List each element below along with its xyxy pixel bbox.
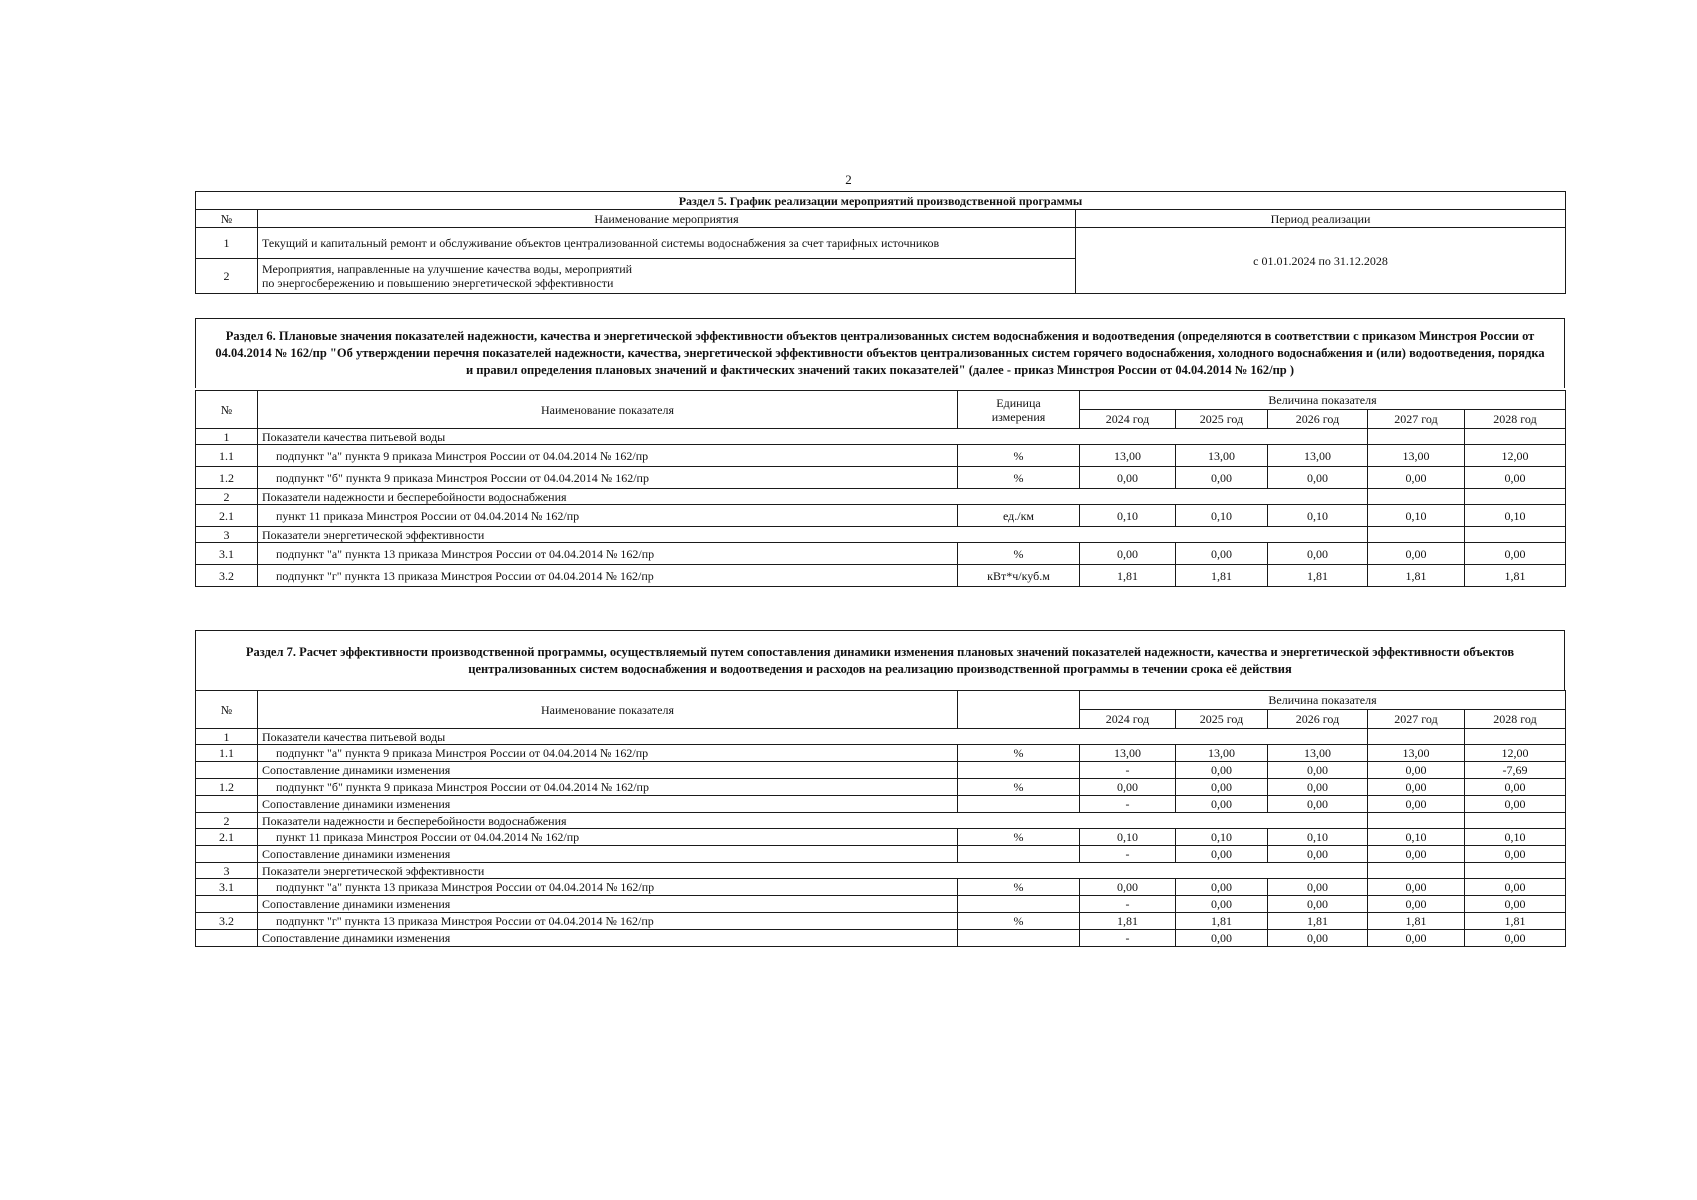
- year-header: 2025 год: [1176, 710, 1268, 729]
- activity-name-line: Мероприятия, направленные на улучшение качества воды, мероприятий: [262, 262, 633, 276]
- value-cell: 0,00: [1368, 467, 1465, 489]
- group-no: 3: [196, 863, 258, 879]
- item-name: подпункт "б" пункта 9 приказа Минстроя России от 04.04.2014 № 162/пр: [258, 467, 958, 489]
- value-cell: 13,00: [1176, 745, 1268, 762]
- compare-cell: 0,00: [1268, 846, 1368, 863]
- value-cell: 0,00: [1465, 879, 1566, 896]
- value-cell: 0,10: [1268, 505, 1368, 527]
- value-cell: 1,81: [1268, 913, 1368, 930]
- value-cell: 0,10: [1268, 829, 1368, 846]
- compare-cell: 0,00: [1465, 930, 1566, 947]
- col-value-header: Величина показателя: [1080, 691, 1566, 710]
- table-row: [196, 829, 1566, 846]
- compare-cell: 0,00: [1368, 796, 1465, 813]
- table-row: [196, 445, 1566, 467]
- item-no: 2.1: [196, 829, 258, 846]
- item-name: подпункт "г" пункта 13 приказа Минстроя России от 04.04.2014 № 162/пр: [258, 913, 958, 930]
- period-value: с 01.01.2024 по 31.12.2028: [1076, 228, 1566, 294]
- group-name: Показатели энергетической эффективности: [258, 863, 1368, 879]
- value-cell: 0,00: [1465, 543, 1566, 565]
- section-5: [195, 191, 1565, 294]
- group-row: [196, 863, 1566, 879]
- item-name: пункт 11 приказа Минстроя России от 04.04.2014 № 162/пр: [258, 829, 958, 846]
- row-no: 1: [196, 228, 258, 259]
- value-cell: 0,00: [1465, 779, 1566, 796]
- item-unit: %: [958, 879, 1080, 896]
- value-cell: 13,00: [1368, 445, 1465, 467]
- year-header: 2025 год: [1176, 410, 1268, 429]
- compare-cell: 0,00: [1368, 930, 1465, 947]
- item-no: 1.1: [196, 745, 258, 762]
- compare-row: [196, 762, 1566, 779]
- page-number: 2: [845, 172, 852, 187]
- compare-label: Сопоставление динамики изменения: [258, 846, 958, 863]
- item-no: 3.2: [196, 913, 258, 930]
- value-cell: 0,00: [1268, 543, 1368, 565]
- group-name: Показатели энергетической эффективности: [258, 527, 1368, 543]
- value-cell: 0,10: [1465, 829, 1566, 846]
- group-name: Показатели надежности и бесперебойности водоснабжения: [258, 813, 1368, 829]
- value-cell: 0,00: [1268, 879, 1368, 896]
- group-row: [196, 729, 1566, 745]
- compare-cell: 0,00: [1176, 896, 1268, 913]
- year-header: 2028 год: [1465, 410, 1566, 429]
- item-no: 3.1: [196, 543, 258, 565]
- item-name: подпункт "а" пункта 9 приказа Минстроя России от 04.04.2014 № 162/пр: [258, 445, 958, 467]
- group-name: Показатели качества питьевой воды: [258, 729, 1368, 745]
- item-no: 3.2: [196, 565, 258, 587]
- year-header: 2026 год: [1268, 710, 1368, 729]
- compare-cell: 0,00: [1176, 762, 1268, 779]
- compare-cell: 0,00: [1176, 930, 1268, 947]
- item-unit: %: [958, 829, 1080, 846]
- row-no: 2: [196, 259, 258, 294]
- value-cell: 0,00: [1465, 467, 1566, 489]
- compare-label: Сопоставление динамики изменения: [258, 930, 958, 947]
- group-row: [196, 813, 1566, 829]
- group-row: [196, 429, 1566, 445]
- value-cell: 1,81: [1368, 913, 1465, 930]
- compare-cell: 0,00: [1268, 796, 1368, 813]
- table-row: [196, 779, 1566, 796]
- section-7-table: [195, 690, 1566, 947]
- col-unit-header: [958, 391, 1080, 429]
- item-no: 1.2: [196, 467, 258, 489]
- year-header: 2024 год: [1080, 410, 1176, 429]
- compare-row: [196, 796, 1566, 813]
- section-6: [195, 390, 1565, 587]
- value-cell: 0,00: [1368, 543, 1465, 565]
- value-cell: 0,00: [1268, 779, 1368, 796]
- group-no: 1: [196, 429, 258, 445]
- item-unit: %: [958, 543, 1080, 565]
- table-row: [196, 467, 1566, 489]
- value-cell: 0,10: [1368, 505, 1465, 527]
- value-cell: 12,00: [1465, 445, 1566, 467]
- item-no: 2.1: [196, 505, 258, 527]
- value-cell: 0,10: [1176, 829, 1268, 846]
- table-row: [196, 745, 1566, 762]
- item-unit: %: [958, 445, 1080, 467]
- group-row: [196, 489, 1566, 505]
- value-cell: 13,00: [1176, 445, 1268, 467]
- col-name-header: Наименование мероприятия: [258, 210, 1076, 228]
- compare-cell: 0,00: [1465, 846, 1566, 863]
- value-cell: 0,00: [1080, 467, 1176, 489]
- value-cell: 0,00: [1176, 779, 1268, 796]
- compare-label: Сопоставление динамики изменения: [258, 896, 958, 913]
- compare-cell: 0,00: [1465, 896, 1566, 913]
- value-cell: 0,00: [1080, 779, 1176, 796]
- group-no: 2: [196, 813, 258, 829]
- value-cell: 12,00: [1465, 745, 1566, 762]
- value-cell: 13,00: [1368, 745, 1465, 762]
- value-cell: 0,00: [1368, 879, 1465, 896]
- group-no: 2: [196, 489, 258, 505]
- table-row: [196, 543, 1566, 565]
- compare-cell: 0,00: [1268, 930, 1368, 947]
- group-no: 1: [196, 729, 258, 745]
- col-no-header: №: [196, 691, 258, 729]
- value-cell: 1,81: [1465, 913, 1566, 930]
- value-cell: 0,10: [1465, 505, 1566, 527]
- year-header: 2027 год: [1368, 710, 1465, 729]
- value-cell: 1,81: [1176, 913, 1268, 930]
- group-name: Показатели качества питьевой воды: [258, 429, 1368, 445]
- compare-cell: -7,69: [1465, 762, 1566, 779]
- value-cell: 0,00: [1176, 879, 1268, 896]
- group-row: [196, 527, 1566, 543]
- col-unit-header: [958, 691, 1080, 729]
- table-row: [196, 565, 1566, 587]
- activity-name: [258, 259, 1076, 294]
- value-cell: 0,10: [1080, 829, 1176, 846]
- value-cell: 0,10: [1176, 505, 1268, 527]
- section-6-table: [195, 390, 1566, 587]
- compare-cell: 0,00: [1368, 846, 1465, 863]
- year-header: 2024 год: [1080, 710, 1176, 729]
- value-cell: 0,00: [1268, 467, 1368, 489]
- col-name-header: Наименование показателя: [258, 691, 958, 729]
- year-header: 2026 год: [1268, 410, 1368, 429]
- col-period-header: Период реализации: [1076, 210, 1566, 228]
- item-name: подпункт "а" пункта 9 приказа Минстроя России от 04.04.2014 № 162/пр: [258, 745, 958, 762]
- table-row: [196, 913, 1566, 930]
- item-unit: %: [958, 467, 1080, 489]
- compare-row: [196, 846, 1566, 863]
- compare-cell: 0,00: [1465, 796, 1566, 813]
- compare-cell: -: [1080, 846, 1176, 863]
- item-unit: %: [958, 913, 1080, 930]
- compare-label: Сопоставление динамики изменения: [258, 762, 958, 779]
- compare-cell: 0,00: [1176, 846, 1268, 863]
- item-unit: %: [958, 779, 1080, 796]
- item-name: подпункт "г" пункта 13 приказа Минстроя России от 04.04.2014 № 162/пр: [258, 565, 958, 587]
- activity-name: Текущий и капитальный ремонт и обслуживание объектов централизованной системы водоснабжения за счет тарифных источников: [258, 228, 1076, 259]
- group-name: Показатели надежности и бесперебойности водоснабжения: [258, 489, 1368, 505]
- value-cell: 0,00: [1368, 779, 1465, 796]
- item-name: пункт 11 приказа Минстроя России от 04.04.2014 № 162/пр: [258, 505, 958, 527]
- section-5-table: [195, 191, 1566, 294]
- table-row: [196, 505, 1566, 527]
- year-header: 2028 год: [1465, 710, 1566, 729]
- compare-row: [196, 930, 1566, 947]
- value-cell: 13,00: [1268, 745, 1368, 762]
- compare-cell: -: [1080, 896, 1176, 913]
- item-unit: кВт*ч/куб.м: [958, 565, 1080, 587]
- activity-name-line: по энергосбережению и повышению энергетической эффективности: [262, 276, 614, 290]
- compare-cell: -: [1080, 762, 1176, 779]
- value-cell: 1,81: [1368, 565, 1465, 587]
- item-unit: ед./км: [958, 505, 1080, 527]
- compare-cell: 0,00: [1368, 896, 1465, 913]
- item-name: подпункт "б" пункта 9 приказа Минстроя России от 04.04.2014 № 162/пр: [258, 779, 958, 796]
- compare-cell: -: [1080, 796, 1176, 813]
- col-no-header: №: [196, 210, 258, 228]
- col-name-header: Наименование показателя: [258, 391, 958, 429]
- col-unit-header-line: измерения: [991, 409, 1046, 424]
- compare-cell: 0,00: [1176, 796, 1268, 813]
- value-cell: 0,10: [1080, 505, 1176, 527]
- compare-cell: 0,00: [1368, 762, 1465, 779]
- value-cell: 0,10: [1368, 829, 1465, 846]
- col-no-header: №: [196, 391, 258, 429]
- item-no: 3.1: [196, 879, 258, 896]
- year-header: 2027 год: [1368, 410, 1465, 429]
- item-no: 1.1: [196, 445, 258, 467]
- section-6-title: Раздел 6. Плановые значения показателей надежности, качества и энергетической эффективности объектов централизованных систем водоснабжения и водоотведения (определяются в соответствии с приказом Минстроя России от 04.04.2014 № 162/пр "Об утверждении перечня показателей надежности, качества, энергетической эффективности объектов централизованных систем горячего водоснабжения, холодного водоснабжения и (или) водоотведения, порядка и правил определения плановых значений и фактических значений таких показателей" (далее - приказ Минстроя России от 04.04.2014 № 162/пр ): [195, 318, 1565, 388]
- value-cell: 1,81: [1080, 913, 1176, 930]
- item-name: подпункт "а" пункта 13 приказа Минстроя России от 04.04.2014 № 162/пр: [258, 543, 958, 565]
- value-cell: 1,81: [1465, 565, 1566, 587]
- value-cell: 13,00: [1080, 445, 1176, 467]
- value-cell: 13,00: [1268, 445, 1368, 467]
- col-unit-header-line: Единица: [996, 395, 1041, 410]
- group-no: 3: [196, 527, 258, 543]
- item-no: 1.2: [196, 779, 258, 796]
- compare-cell: 0,00: [1268, 762, 1368, 779]
- item-name: подпункт "а" пункта 13 приказа Минстроя России от 04.04.2014 № 162/пр: [258, 879, 958, 896]
- compare-row: [196, 896, 1566, 913]
- value-cell: 1,81: [1176, 565, 1268, 587]
- compare-cell: -: [1080, 930, 1176, 947]
- section-7-title: Раздел 7. Расчет эффективности производственной программы, осуществляемый путем сопоставления динамики изменения плановых значений показателей надежности, качества и энергетической эффективности объектов централизованных систем водоснабжения и водоотведения и расходов на реализацию производственной программы в течении срока её действия: [195, 630, 1565, 690]
- compare-label: Сопоставление динамики изменения: [258, 796, 958, 813]
- value-cell: 1,81: [1268, 565, 1368, 587]
- value-cell: 1,81: [1080, 565, 1176, 587]
- col-value-header: Величина показателя: [1080, 391, 1566, 410]
- value-cell: 0,00: [1080, 543, 1176, 565]
- table-row: [196, 879, 1566, 896]
- section-7: [195, 690, 1565, 947]
- value-cell: 0,00: [1176, 543, 1268, 565]
- value-cell: 13,00: [1080, 745, 1176, 762]
- item-unit: %: [958, 745, 1080, 762]
- compare-cell: 0,00: [1268, 896, 1368, 913]
- section-5-title: Раздел 5. График реализации мероприятий производственной программы: [196, 192, 1566, 210]
- value-cell: 0,00: [1080, 879, 1176, 896]
- value-cell: 0,00: [1176, 467, 1268, 489]
